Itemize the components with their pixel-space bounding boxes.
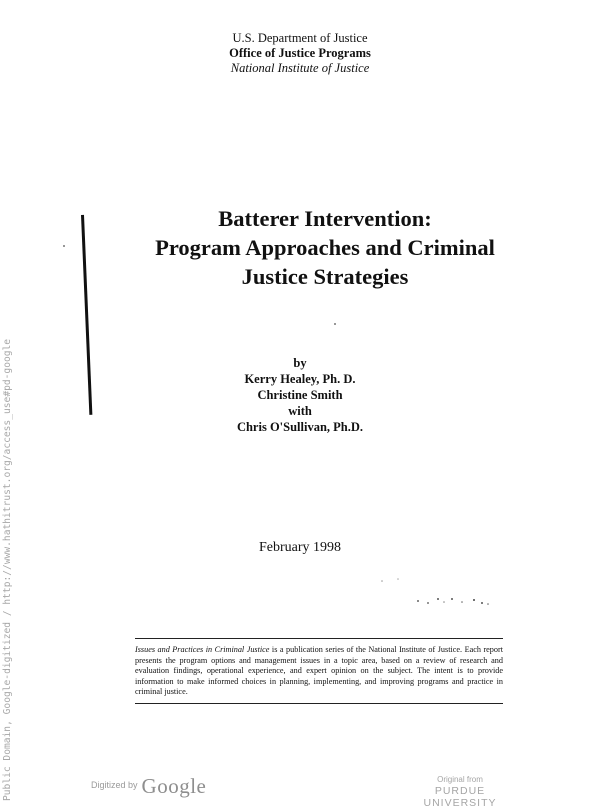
office-name: Office of Justice Programs	[229, 46, 371, 60]
author-name: Christine Smith	[257, 388, 343, 402]
scan-noise	[370, 575, 500, 610]
with-label: with	[288, 404, 312, 418]
original-from-purdue	[410, 775, 510, 809]
series-name: Issues and Practices in Criminal Justice	[135, 645, 270, 654]
author-name: Kerry Healey, Ph. D.	[244, 372, 356, 386]
digitized-by-label: Digitized by	[91, 780, 138, 790]
scan-speck	[63, 245, 65, 247]
series-text: is a publication series of the National Institute of Justice. Each report presents the program options and management issues in a topic area, based on a review of research and evaluation findings, operational experience, and expert opinion on the subject. The intent is to provide information to make informed choices in planning, implementing, and improving programs and practice in criminal justice.	[135, 645, 503, 697]
agency-block	[0, 31, 600, 76]
title-line-2: Program Approaches and Criminal	[155, 235, 495, 260]
digitized-by-google	[91, 774, 206, 799]
author-name: Chris O'Sullivan, Ph.D.	[236, 420, 364, 434]
series-description	[135, 638, 503, 704]
title-line-3: Justice Strategies	[241, 264, 409, 289]
department-name: U.S. Department of Justice	[232, 31, 368, 45]
university-name: PURDUE UNIVERSITY	[423, 785, 497, 809]
publication-date: February 1998	[258, 540, 342, 555]
watermark-line-2: Public Domain, Google-digitized / http://www.hathitrust.org/access_use#pd-google	[1, 338, 13, 801]
institute-name: National Institute of Justice	[230, 61, 370, 75]
scan-speck	[334, 323, 336, 325]
by-label: by	[293, 356, 307, 370]
report-title	[115, 204, 535, 291]
google-logo: Google	[141, 774, 207, 798]
title-line-1: Batterer Intervention:	[218, 206, 432, 231]
authors-block	[0, 355, 600, 435]
original-from-label: Original from	[437, 775, 483, 784]
hathitrust-watermark	[0, 301, 31, 801]
